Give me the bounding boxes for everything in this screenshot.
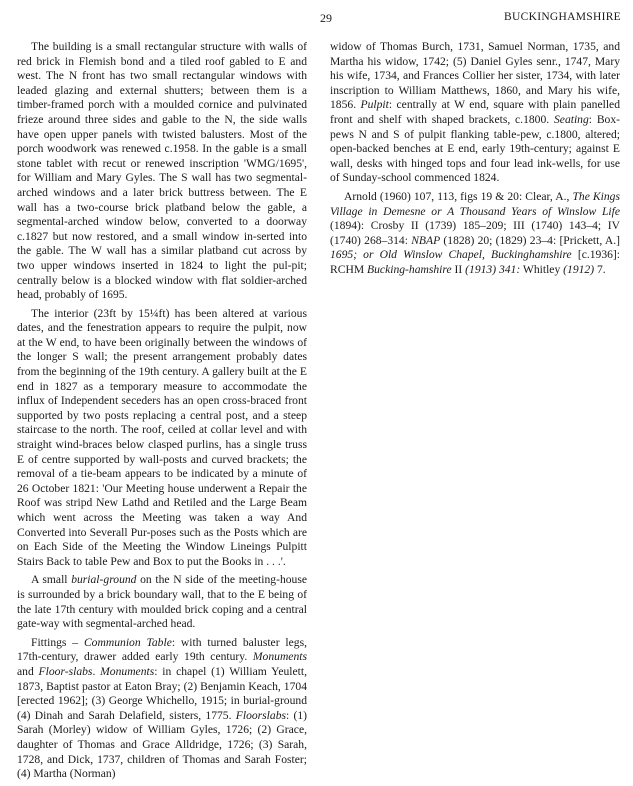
italic-title: (1913) 341: xyxy=(465,262,521,276)
text: : in chapel (1) William Yeulett, 1873, Baptist pastor at Eaton Bray; (2) Benjamin Keach, 1704 [erected 1962]; (3) George Whichello, 1915; in burial-ground (4) Dinah and Sarah Delafield, sisters, 1775. xyxy=(17,664,307,722)
paragraph-burial-ground xyxy=(17,573,307,631)
running-head: BUCKINGHAMSHIRE xyxy=(504,11,621,23)
text: and xyxy=(17,664,39,678)
italic-term: Seating xyxy=(554,112,589,126)
paragraph-fittings xyxy=(17,636,307,782)
text: : with turned baluster legs, 17th-century, drawer added early 19th century. xyxy=(17,635,307,664)
left-column xyxy=(17,40,307,786)
text: : (1) Sarah (Morley) widow of William Gyles, 1726; (2) Grace, daughter of Thomas and Grace Alldridge, 1726; (3) Sarah, 1728, and Dick, 1737, children of Thomas and Sarah Foster; (4) Martha (Norman) xyxy=(17,708,308,781)
right-column xyxy=(330,40,620,282)
text: : Box-pews N and S of pulpit flanking table-pew, c.1800, altered; open-backed benches at E end, early 19th-century; against E wall, desks with hinged tops and four lead ink-wells, for use of Sunday-school commenced 1824. xyxy=(330,112,621,185)
paragraph-interior: The interior (23ft by 15¼ft) has been altered at various dates, and the fenestration appears to require the pulpit, now at the W end, to have been originally between the windows of the longer S wall; the present arrangement probably dates from the beginning of the 19th century. A gallery built at the E end in 1827 as a temporary measure to accommodate the influx of Independent seceders has an open cross-braced front supported by two posts replacing a central post, and a steep staircase to the north. The roof, ceiled at collar level and with straight wind-braces below clasped purlins, has a single truss E of centre supported by wall-posts and curved brackets; the removal of a tie-beam appears to be indicated by a minute of 26 October 1821: 'Our Meeting house underwent a Repair the Roof was stripd New Lathd and Retiled and the Large Beam which went across the Meeting was taken a way And Converted into Severall Pur-poses such as the Posts which are on Each Side of the Meeting the Window Lineings Pulpitt Stairs Back to table Pew and Box to put the Books in . . .'. xyxy=(17,306,307,568)
text: (1828) 20; (1829) 23–4: [Prickett, A.] xyxy=(440,233,620,247)
text: II xyxy=(451,262,466,276)
italic-title: The Kings Village in Demesne or A Thousand Years of Winslow Life xyxy=(330,189,620,218)
text: Whitley xyxy=(520,262,564,276)
paragraph-building: The building is a small rectangular structure with walls of red brick in Flemish bond and a tiled roof gabled to E and west. The N front has two small rectangular windows with leaded glazing and external shutters; between them is a timber-framed porch with a moulded cornice and pulvinated frieze around three sides and gable to the N, the side walls have open upper panels with twisted balusters. Most of the porch woodwork was renewed c.1958. In the gable is a small stone tablet with recut or renewed inscription 'WMG/1695', for William and Mary Gyles. The S wall has two segmental-arched windows and a later brick buttress between. The E wall has a two-course brick platband below the gable, a segmental-arched window below, converted to a doorway c.1827 but now restored, and a small window in-serted into the gable. The W wall has a similar platband cut across by two upper windows inserted in 1824 to light the pul-pit; centrally below is a blocked window with flat soldier-arched head, probably of 1695. xyxy=(17,40,307,302)
text: Arnold (1960) 107, 113, figs 19 & 20: Clear, A., xyxy=(344,189,573,203)
text: Fittings – xyxy=(31,635,84,649)
paragraph-monuments-continued xyxy=(330,40,620,186)
text: (1894): Crosby II (1739) 185–209; III (1740) 143–4; IV (1740) 268–314: xyxy=(330,219,620,247)
italic-title: (1912) xyxy=(563,262,595,276)
page-number: 29 xyxy=(320,11,332,25)
text: : centrally at W end, square with plain panelled front and shelf with shaped brackets, c.1800. xyxy=(330,98,620,126)
italic-title: 1695; or Old Winslow Chapel, Buckinghamshire xyxy=(330,248,572,262)
text: 7. xyxy=(594,262,606,276)
italic-term: Communion Table xyxy=(83,635,172,649)
text: A small xyxy=(31,573,72,587)
paragraph-references xyxy=(330,190,620,278)
text: widow of Thomas Burch, 1731, Samuel Norman, 1735, and Martha his widow, 1742; (5) Daniel Gyles senr., 1747, Mary his wife, 1734, and Frances Collier her sister, 1734, with later inscription to William Matthews, 1860, and Mary his wife, 1856. xyxy=(330,40,620,112)
text: on the N side of the meeting-house is surrounded by a brick boundary wall, that to the E being of the late 17th century with moulded brick coping and a central gate-way with segmental-arched head. xyxy=(17,573,307,631)
italic-term: burial-ground xyxy=(71,573,137,587)
text: . xyxy=(92,664,101,678)
text: [c.1936]: RCHM xyxy=(330,248,621,276)
italic-title: NBAP xyxy=(411,233,441,247)
italic-title: Bucking-hamshire xyxy=(367,262,452,276)
italic-term: Monuments xyxy=(100,664,155,678)
italic-term: Monuments xyxy=(252,650,307,664)
italic-term: Pulpit xyxy=(360,98,389,112)
italic-term: Floorslabs xyxy=(235,708,287,722)
italic-term: Floor-slabs xyxy=(38,664,93,678)
